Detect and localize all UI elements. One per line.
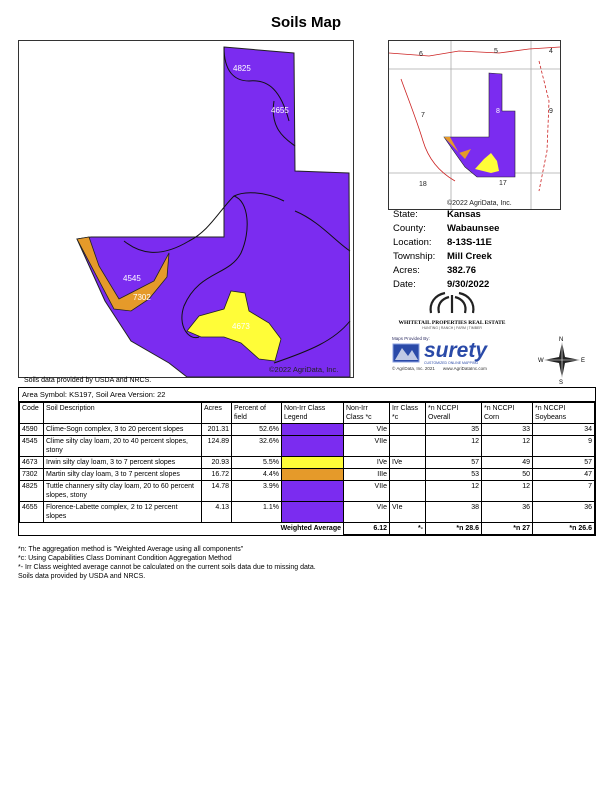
table-cell-acres: 124.89 <box>202 436 232 457</box>
loc-label-17: 17 <box>499 180 507 187</box>
surety-tagline: CUSTOMIZED ONLINE MAPPING <box>424 361 479 365</box>
legend-swatch <box>282 436 344 457</box>
table-cell-irr: VIe <box>390 502 426 523</box>
compass-rose-icon <box>538 336 586 384</box>
table-cell-soy: 9 <box>533 436 595 457</box>
map-label-4673: 4673 <box>232 322 250 331</box>
compass-n: N <box>559 337 564 343</box>
legend-swatch <box>282 424 344 436</box>
info-row-township: Township: Mill Creek <box>393 251 492 262</box>
road-line <box>539 61 549 191</box>
loc-label-7: 7 <box>421 112 425 119</box>
loc-label-8: 8 <box>496 108 500 115</box>
table-cell-pct: 4.4% <box>232 469 282 481</box>
table-cell-corn: 36 <box>482 502 533 523</box>
table-cell-soy: 34 <box>533 424 595 436</box>
col-header: *n NCCPI Corn <box>482 403 533 424</box>
location-field-polygon <box>444 73 515 177</box>
table-cell-corn: 12 <box>482 436 533 457</box>
soils-map-drawing <box>19 41 353 377</box>
whitetail-name: WHITETAIL PROPERTIES REAL ESTATE <box>398 320 506 326</box>
col-header: Code <box>20 403 44 424</box>
table-cell-nonirr: IIIe <box>344 469 390 481</box>
table-cell-code: 4825 <box>20 481 44 502</box>
info-row-acres: Acres: 382.76 <box>393 265 477 276</box>
page-title: Soils Map <box>270 14 341 31</box>
table-cell-desc: Clime-Sogn complex, 3 to 20 percent slopes <box>44 424 202 436</box>
weighted-overall: *n 28.6 <box>426 523 482 535</box>
table-cell-nonirr: VIIe <box>344 436 390 457</box>
compass-e: E <box>581 358 586 364</box>
legend-swatch <box>282 481 344 502</box>
surety-logo <box>392 336 527 376</box>
note-line: *- Irr Class weighted average cannot be calculated on the current soils data due to missing data. <box>18 564 316 571</box>
surety-url: www.AgriDataInc.com <box>442 366 487 371</box>
map-label-4655: 4655 <box>271 106 289 115</box>
table-cell-acres: 4.13 <box>202 502 232 523</box>
table-cell-corn: 49 <box>482 457 533 469</box>
map-label-4825: 4825 <box>233 64 251 73</box>
info-row-date: Date: 9/30/2022 <box>393 279 490 290</box>
note-line: *n: The aggregation method is "Weighted Average using all components" <box>18 546 244 553</box>
map-label-7302: 7302 <box>133 293 151 302</box>
table-cell-irr <box>390 424 426 436</box>
area-symbol: Area Symbol: KS197, Soil Area Version: 22 <box>19 388 595 402</box>
location-map-drawing <box>389 41 560 209</box>
table-cell-overall: 38 <box>426 502 482 523</box>
info-row-state: State: Kansas <box>393 209 481 220</box>
table-cell-desc: Tuttle channery silty clay loam, 20 to 60 percent slopes, stony <box>44 481 202 502</box>
col-header: *n NCCPI Soybeans <box>533 403 595 424</box>
table-cell-irr: IVe <box>390 457 426 469</box>
table-cell-overall: 57 <box>426 457 482 469</box>
table-cell-pct: 5.5% <box>232 457 282 469</box>
maps-provided-label: Maps Provided By: <box>392 336 430 341</box>
col-header: Acres <box>202 403 232 424</box>
legend-swatch <box>282 502 344 523</box>
table-cell-desc: Martin silty clay loam, 3 to 7 percent slopes <box>44 469 202 481</box>
table-cell-code: 4590 <box>20 424 44 436</box>
road-line <box>401 79 455 181</box>
table-cell-code: 4545 <box>20 436 44 457</box>
whitetail-logo <box>392 291 512 330</box>
surety-wordmark: surety <box>424 339 488 362</box>
table-cell-pct: 1.1% <box>232 502 282 523</box>
table-cell-soy: 57 <box>533 457 595 469</box>
loc-label-6: 6 <box>419 51 423 58</box>
county-line <box>389 47 560 56</box>
loc-label-18: 18 <box>419 181 427 188</box>
weighted-irr: *- <box>390 523 426 535</box>
table-cell-soy: 47 <box>533 469 595 481</box>
table-cell-pct: 3.9% <box>232 481 282 502</box>
table-cell-nonirr: VIIe <box>344 481 390 502</box>
table-cell-overall: 12 <box>426 436 482 457</box>
table-cell-irr <box>390 469 426 481</box>
weighted-soy: *n 26.6 <box>533 523 595 535</box>
table-cell-code: 4655 <box>20 502 44 523</box>
col-header: Non-Irr Class *c <box>344 403 390 424</box>
map-copyright: ©2022 AgriData, Inc. <box>269 365 339 374</box>
note-line: *c: Using Capabilities Class Dominant Condition Aggregation Method <box>18 555 232 562</box>
whitetail-tagline: HUNTING | RANCH | FARM | TIMBER <box>422 326 482 330</box>
table-cell-code: 7302 <box>20 469 44 481</box>
table-row <box>20 436 595 457</box>
legend-swatch <box>282 457 344 469</box>
col-header: *n NCCPI Overall <box>426 403 482 424</box>
antler-icon <box>425 291 479 315</box>
table-cell-corn: 50 <box>482 469 533 481</box>
surety-globe-icon <box>392 342 422 364</box>
source-note: Soils data provided by USDA and NRCS. <box>24 377 152 384</box>
table-cell-pct: 32.6% <box>232 436 282 457</box>
info-row-county: County: Wabaunsee <box>393 223 500 234</box>
col-header: Non-Irr Class Legend <box>282 403 344 424</box>
table-cell-soy: 36 <box>533 502 595 523</box>
weighted-corn: *n 27 <box>482 523 533 535</box>
soils-table <box>18 387 596 536</box>
legend-swatch <box>282 469 344 481</box>
loc-label-4: 4 <box>549 48 553 55</box>
table-row <box>20 481 595 502</box>
table-cell-nonirr: VIe <box>344 424 390 436</box>
table-cell-desc: Irwin silty clay loam, 3 to 7 percent slopes <box>44 457 202 469</box>
location-map <box>388 40 561 210</box>
table-row <box>20 502 595 523</box>
weighted-average-label: Weighted Average <box>20 523 344 535</box>
table-cell-desc: Clime silty clay loam, 20 to 40 percent slopes, stony <box>44 436 202 457</box>
loc-label-5: 5 <box>494 48 498 55</box>
note-line: Soils data provided by USDA and NRCS. <box>18 573 146 580</box>
table-cell-overall: 35 <box>426 424 482 436</box>
table-cell-overall: 12 <box>426 481 482 502</box>
surety-copyright: © AgriData, Inc. 2021 <box>392 366 435 371</box>
table-row <box>20 469 595 481</box>
table-row <box>20 457 595 469</box>
table-cell-irr <box>390 481 426 502</box>
loc-label-9: 9 <box>549 108 553 115</box>
table-cell-acres: 201.31 <box>202 424 232 436</box>
table-cell-corn: 12 <box>482 481 533 502</box>
table-cell-irr <box>390 436 426 457</box>
table-cell-acres: 20.93 <box>202 457 232 469</box>
col-header: Soil Description <box>44 403 202 424</box>
info-row-location: Location: 8-13S-11E <box>393 237 492 248</box>
table-header-row <box>20 403 595 424</box>
table-cell-pct: 52.6% <box>232 424 282 436</box>
table-cell-overall: 53 <box>426 469 482 481</box>
table-cell-nonirr: IVe <box>344 457 390 469</box>
compass-w: W <box>538 358 544 364</box>
col-header: Irr Class *c <box>390 403 426 424</box>
weighted-nonirr: 6.12 <box>344 523 390 535</box>
compass-s: S <box>559 380 564 384</box>
table-cell-desc: Florence-Labette complex, 2 to 12 percent slopes <box>44 502 202 523</box>
table-row <box>20 424 595 436</box>
table-cell-acres: 14.78 <box>202 481 232 502</box>
col-header: Percent of field <box>232 403 282 424</box>
table-cell-soy: 7 <box>533 481 595 502</box>
map-label-4545: 4545 <box>123 274 141 283</box>
table-cell-acres: 16.72 <box>202 469 232 481</box>
map-label-4590: 4590 <box>187 208 205 217</box>
soils-map <box>18 40 354 378</box>
weighted-average-row <box>20 523 595 535</box>
table-cell-code: 4673 <box>20 457 44 469</box>
table-cell-corn: 33 <box>482 424 533 436</box>
table-cell-nonirr: VIe <box>344 502 390 523</box>
loc-map-copyright: ©2022 AgriData, Inc. <box>447 200 512 207</box>
